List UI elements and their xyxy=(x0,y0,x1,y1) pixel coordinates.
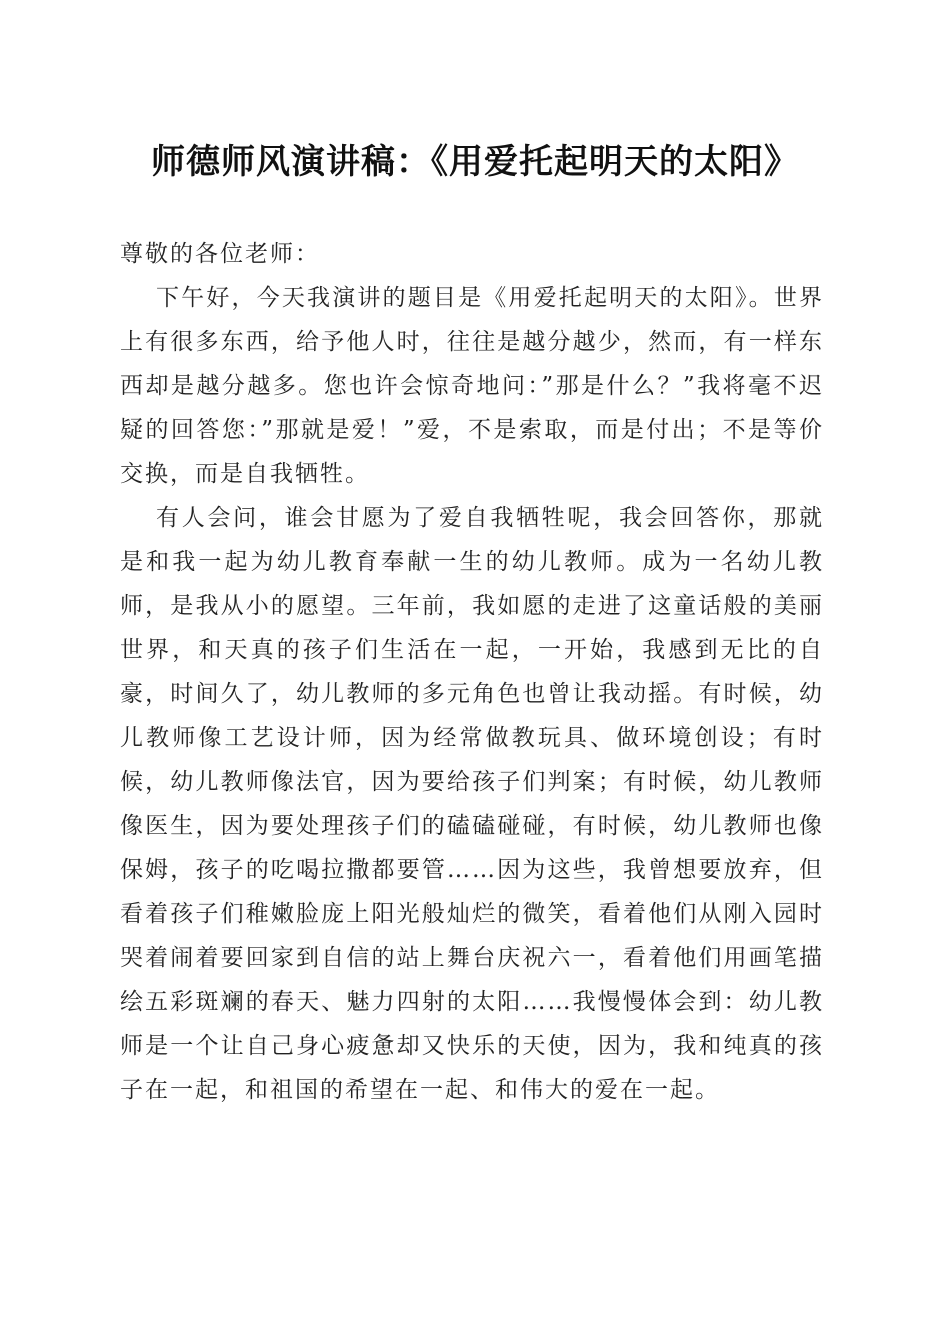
paragraph-1: 下午好，今天我演讲的题目是《用爱托起明天的太阳》。世界上有很多东西，给予他人时，往往是越分越少，然而，有一样东西却是越分越多。您也许会惊奇地问：”那是什么？”我将毫不迟疑的回答您：”那就是爱！”爱，不是索取，而是付出；不是等价交换，而是自我牺牲。 xyxy=(120,285,824,487)
salutation: 尊敬的各位老师： xyxy=(120,241,320,267)
document-title: 师德师风演讲稿：《用爱托起明天的太阳》 xyxy=(151,142,799,182)
document-body xyxy=(120,232,824,1112)
paragraph-2: 有人会问，谁会甘愿为了爱自我牺牲呢，我会回答你，那就是和我一起为幼儿教育奉献一生的幼儿教师。成为一名幼儿教师，是我从小的愿望。三年前，我如愿的走进了这童话般的美丽世界，和天真的孩子们生活在一起，一开始，我感到无比的自豪，时间久了，幼儿教师的多元角色也曾让我动摇。有时候，幼儿教师像工艺设计师，因为经常做教玩具、做环境创设；有时候，幼儿教师像法官，因为要给孩子们判案；有时候，幼儿教师像医生，因为要处理孩子们的磕磕碰碰，有时候，幼儿教师也像保姆，孩子的吃喝拉撒都要管……因为这些，我曾想要放弃，但看着孩子们稚嫩脸庞上阳光般灿烂的微笑，看着他们从刚入园时哭着闹着要回家到自信的站上舞台庆祝六一，看着他们用画笔描绘五彩斑斓的春天、魅力四射的太阳……我慢慢体会到：幼儿教师是一个让自己身心疲惫却又快乐的天使，因为，我和纯真的孩子在一起，和祖国的希望在一起、和伟大的爱在一起。 xyxy=(120,505,824,1103)
